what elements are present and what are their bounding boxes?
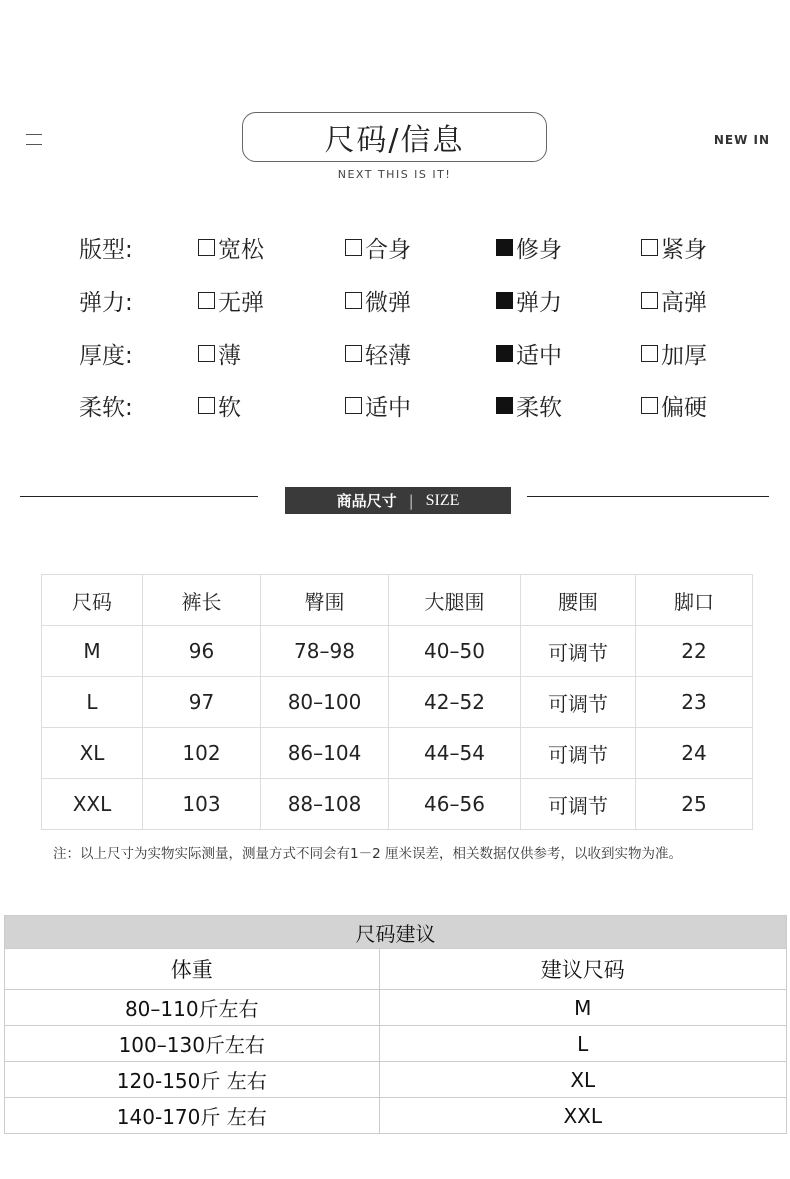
attribute-option-label: 弹力	[516, 290, 562, 316]
table-row	[5, 1026, 787, 1062]
divider-left	[20, 496, 258, 497]
attribute-option-label: 适中	[365, 395, 411, 421]
table-cell: M	[379, 990, 786, 1026]
attribute-option-label: 无弹	[218, 290, 264, 316]
attribute-option	[345, 284, 411, 317]
attribute-option	[496, 337, 562, 370]
page-title: 尺码/信息	[242, 112, 547, 162]
table-row	[42, 677, 753, 728]
table-cell: 可调节	[521, 677, 636, 728]
measurement-note: 注：以上尺寸为实物实际测量，测量方式不同会有1－2 厘米误差，相关数据仅供参考，以收到实物为准。	[53, 846, 682, 862]
attribute-option-label: 宽松	[218, 237, 264, 263]
checked-box-icon	[496, 345, 513, 362]
header-cell: 大腿围	[389, 575, 521, 626]
table-cell: 42–52	[389, 677, 521, 728]
attribute-option	[496, 284, 562, 317]
attribute-option-label: 高弹	[661, 290, 707, 316]
attribute-row	[0, 231, 790, 271]
size-header-row	[42, 575, 753, 626]
new-in-tag: NEW IN	[713, 133, 770, 147]
attribute-option-label: 适中	[516, 343, 562, 369]
table-cell: XXL	[42, 779, 143, 830]
table-row	[5, 990, 787, 1026]
attribute-option-label: 轻薄	[365, 343, 411, 369]
table-cell: XL	[379, 1062, 786, 1098]
unchecked-box-icon	[345, 397, 362, 414]
attribute-option-label: 合身	[365, 237, 411, 263]
table-cell: XXL	[379, 1098, 786, 1134]
table-cell: L	[42, 677, 143, 728]
unchecked-box-icon	[345, 292, 362, 309]
table-cell: 22	[636, 626, 753, 677]
attribute-option	[345, 337, 411, 370]
attribute-option-label: 偏硬	[661, 395, 707, 421]
table-row	[5, 1062, 787, 1098]
header-cell: 裤长	[143, 575, 261, 626]
divider-right	[527, 496, 769, 497]
page-subtitle: NEXT THIS IS IT!	[337, 168, 452, 181]
table-cell: 80–100	[261, 677, 389, 728]
attribute-option-label: 加厚	[661, 343, 707, 369]
unchecked-box-icon	[641, 345, 658, 362]
table-row	[5, 1098, 787, 1134]
header-cell: 臀围	[261, 575, 389, 626]
section-label-en: SIZE	[425, 491, 460, 509]
attribute-label: 厚度:	[79, 343, 133, 369]
table-cell: 可调节	[521, 728, 636, 779]
table-cell: 46–56	[389, 779, 521, 830]
table-cell: 80–110斤左右	[5, 990, 380, 1026]
attribute-label: 弹力:	[79, 290, 133, 316]
table-cell: 可调节	[521, 626, 636, 677]
checked-box-icon	[496, 292, 513, 309]
section-banner	[285, 487, 511, 514]
checked-box-icon	[496, 239, 513, 256]
table-cell: 可调节	[521, 779, 636, 830]
table-row	[42, 728, 753, 779]
table-row	[42, 779, 753, 830]
unchecked-box-icon	[198, 397, 215, 414]
table-cell: 44–54	[389, 728, 521, 779]
table-cell: 140-170斤 左右	[5, 1098, 380, 1134]
table-cell: 25	[636, 779, 753, 830]
table-row	[42, 626, 753, 677]
attribute-row	[0, 389, 790, 429]
table-cell: M	[42, 626, 143, 677]
table-cell: 23	[636, 677, 753, 728]
table-cell: 100–130斤左右	[5, 1026, 380, 1062]
header-cell: 脚口	[636, 575, 753, 626]
attribute-label: 柔软:	[79, 395, 133, 421]
header-cell: 建议尺码	[379, 949, 786, 990]
table-cell: 96	[143, 626, 261, 677]
unchecked-box-icon	[641, 397, 658, 414]
unchecked-box-icon	[345, 239, 362, 256]
header-cell: 腰围	[521, 575, 636, 626]
attribute-row	[0, 337, 790, 377]
table-cell: 24	[636, 728, 753, 779]
attribute-option	[641, 284, 707, 317]
table-cell: 97	[143, 677, 261, 728]
table-cell: 102	[143, 728, 261, 779]
table-cell: 86–104	[261, 728, 389, 779]
attribute-option	[496, 389, 562, 422]
attribute-option-label: 薄	[218, 343, 241, 369]
recommendation-title: 尺码建议	[5, 916, 787, 949]
attribute-option	[345, 231, 411, 264]
unchecked-box-icon	[345, 345, 362, 362]
attribute-option-label: 微弹	[365, 290, 411, 316]
table-cell: L	[379, 1026, 786, 1062]
table-cell: 78–98	[261, 626, 389, 677]
size-table	[41, 574, 753, 830]
section-label-cn: 商品尺寸	[336, 492, 397, 510]
attribute-option	[198, 389, 241, 422]
attribute-option	[345, 389, 411, 422]
attribute-option	[198, 231, 264, 264]
attribute-option-label: 紧身	[661, 237, 707, 263]
attribute-option-label: 修身	[516, 237, 562, 263]
header-cell: 尺码	[42, 575, 143, 626]
decorative-lines-icon	[26, 132, 42, 146]
unchecked-box-icon	[198, 239, 215, 256]
attribute-option	[198, 284, 264, 317]
unchecked-box-icon	[641, 239, 658, 256]
attribute-option	[641, 337, 707, 370]
table-cell: 88–108	[261, 779, 389, 830]
attribute-option	[641, 231, 707, 264]
attribute-option	[496, 231, 562, 264]
recommendation-table	[4, 915, 787, 1134]
attribute-row	[0, 284, 790, 324]
attribute-option	[198, 337, 241, 370]
table-cell: 40–50	[389, 626, 521, 677]
recommendation-header-row	[5, 949, 787, 990]
unchecked-box-icon	[198, 345, 215, 362]
section-separator: |	[408, 491, 414, 510]
header-cell: 体重	[5, 949, 380, 990]
table-cell: 103	[143, 779, 261, 830]
attribute-option-label: 软	[218, 395, 241, 421]
unchecked-box-icon	[641, 292, 658, 309]
table-cell: 120-150斤 左右	[5, 1062, 380, 1098]
attribute-option-label: 柔软	[516, 395, 562, 421]
attribute-label: 版型:	[79, 237, 133, 263]
checked-box-icon	[496, 397, 513, 414]
unchecked-box-icon	[198, 292, 215, 309]
table-cell: XL	[42, 728, 143, 779]
attribute-option	[641, 389, 707, 422]
